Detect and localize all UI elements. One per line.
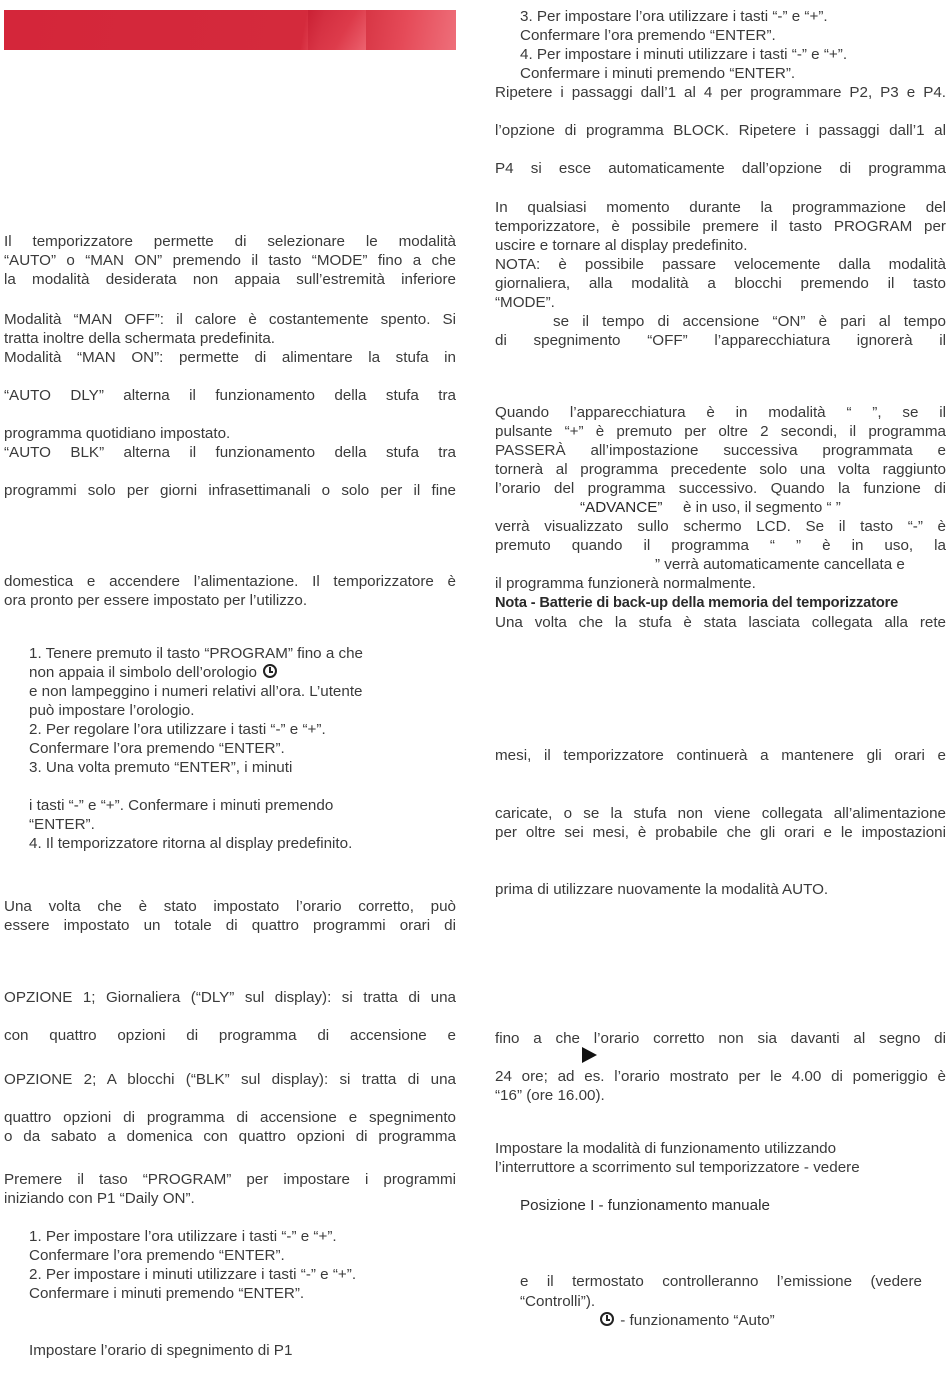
text-line: P4 si esce automaticamente dall’opzione di programma xyxy=(495,160,946,177)
text-line: programma quotidiano impostato. xyxy=(4,425,231,442)
text-line: fino a che l’orario corretto non sia davanti al segno di xyxy=(495,1030,946,1047)
text-line: prima di utilizzare nuovamente la modalità AUTO. xyxy=(495,881,829,898)
text-line: l’orario del programma successivo. Quando la funzione di xyxy=(495,480,946,497)
text-line: “Controlli”). xyxy=(520,1293,596,1310)
text-line: PASSERÀ all’impostazione successiva programmata e xyxy=(495,442,946,459)
text-line: mesi, il temporizzatore continuerà a mantenere gli orari e xyxy=(495,747,946,764)
clock-icon xyxy=(263,664,277,678)
list-item: può impostare l’orologio. xyxy=(29,702,195,719)
text-line: Modalità “MAN OFF”: il calore è costantemente spento. Si xyxy=(4,311,456,328)
text-line: e il termostato controlleranno l’emissione (vedere xyxy=(520,1273,922,1290)
text-line: temporizzatore, è possibile premere il tasto PROGRAM per xyxy=(495,218,946,235)
list-item: 1. Tenere premuto il tasto “PROGRAM” fino a che xyxy=(29,645,363,662)
text-line: Una volta che la stufa è stata lasciata collegata alla rete xyxy=(495,614,946,631)
text-line: tornerà al programma precedente solo una volta raggiunto xyxy=(495,461,946,478)
list-item: 3. Una volta premuto “ENTER”, i minuti xyxy=(29,759,293,776)
text-line: Quando l’apparecchiatura è in modalità “ ”, se il xyxy=(495,404,946,421)
text-line: è in uso, il segmento “ ” xyxy=(683,499,841,516)
text-line: “AUTO DLY” alterna il funzionamento della stufa tra xyxy=(4,387,456,404)
text-line: verrà visualizzato sullo schermo LCD. Se il tasto “-” è xyxy=(495,518,946,535)
text-line: Impostare l’orario di spegnimento di P1 xyxy=(29,1342,293,1359)
text-line: In qualsiasi momento durante la programmazione del xyxy=(495,199,946,216)
text-line: iniziando con P1 “Daily ON”. xyxy=(4,1190,195,1207)
text-line: giornaliera, alla modalità a blocchi premendo il tasto xyxy=(495,275,946,292)
text-line: l’interruttore a scorrimento sul temporizzatore - vedere xyxy=(495,1159,860,1176)
text-line: OPZIONE 1; Giornaliera (“DLY” sul display): si tratta di una xyxy=(4,989,456,1006)
text-line: uscire e tornare al display predefinito. xyxy=(495,237,748,254)
text-line: il programma funzionerà normalmente. xyxy=(495,575,756,592)
text-line: pulsante “+” è premuto per oltre 2 secondi, il programma xyxy=(495,423,946,440)
text-line: la modalità desiderata non appaia sull’estremità inferiore xyxy=(4,271,456,288)
header-banner xyxy=(4,10,456,50)
text-line: l’opzione di programma BLOCK. Ripetere i passaggi dall’1 al xyxy=(495,122,946,139)
list-item: 2. Per regolare l’ora utilizzare i tasti “-” e “+”. xyxy=(29,721,326,738)
list-item: i tasti “-” e “+”. Confermare i minuti premendo xyxy=(29,797,334,814)
list-item: Confermare l’ora premendo “ENTER”. xyxy=(520,27,776,44)
list-item: “ENTER”. xyxy=(29,816,95,833)
list-item: 4. Il temporizzatore ritorna al display predefinito. xyxy=(29,835,353,852)
text-line: NOTA: è possibile passare velocemente dalla modalità xyxy=(495,256,946,273)
auto-mode-label: - funzionamento “Auto” xyxy=(620,1312,775,1329)
text-line: premuto quando il programma “ ” è in uso, la xyxy=(495,537,946,554)
text-line: “16” (ore 16.00). xyxy=(495,1087,605,1104)
text-line: Ripetere i passaggi dall’1 al 4 per programmare P2, P3 e P4. xyxy=(495,84,946,101)
text-line: 24 ore; ad es. l’orario mostrato per le 4.00 di pomeriggio è xyxy=(495,1068,946,1085)
list-item: 1. Per impostare l’ora utilizzare i tasti “-” e “+”. xyxy=(29,1228,337,1245)
text-line: ” verrà automaticamente cancellata e xyxy=(655,556,905,573)
text-line: Impostare la modalità di funzionamento utilizzando xyxy=(495,1140,837,1157)
list-item: Confermare i minuti premendo “ENTER”. xyxy=(29,1285,305,1302)
list-item: e non lampeggino i numeri relativi all’ora. L’utente xyxy=(29,683,363,700)
text-line: “AUTO BLK” alterna il funzionamento della stufa tra xyxy=(4,444,456,461)
text-line: Una volta che è stato impostato l’orario corretto, può xyxy=(4,898,456,915)
text-line: di spegnimento “OFF” l’apparecchiatura ignorerà il xyxy=(495,332,946,349)
text-line: “AUTO” o “MAN ON” premendo il tasto “MODE” fino a che xyxy=(4,252,456,269)
text-line: Posizione I - funzionamento manuale xyxy=(520,1197,770,1214)
text-line: OPZIONE 2; A blocchi (“BLK” sul display): si tratta di una xyxy=(4,1071,456,1088)
text-line: tratta inoltre della schermata predefinita. xyxy=(4,330,275,347)
play-icon xyxy=(582,1047,597,1063)
text-line: Modalità “MAN ON”: permette di alimentare la stufa in xyxy=(4,349,456,366)
text-line: Premere il taso “PROGRAM” per impostare i programmi xyxy=(4,1171,456,1188)
text-line: Il temporizzatore permette di selezionare le modalità xyxy=(4,233,456,250)
text-line: ora pronto per essere impostato per l’utilizzo. xyxy=(4,592,308,609)
text-line: se il tempo di accensione “ON” è pari al tempo xyxy=(553,313,946,330)
list-item: 2. Per impostare i minuti utilizzare i tasti “-” e “+”. xyxy=(29,1266,357,1283)
list-item: 3. Per impostare l’ora utilizzare i tasti “-” e “+”. xyxy=(520,8,828,25)
text-line: “MODE”. xyxy=(495,294,555,311)
text-line: caricate, o se la stufa non viene collegata all’alimentazione xyxy=(495,805,946,822)
text-line: “ADVANCE” xyxy=(580,499,663,516)
banner-facet xyxy=(308,10,366,50)
text-line: con quattro opzioni di programma di accensione e xyxy=(4,1027,456,1044)
list-item: Confermare l’ora premendo “ENTER”. xyxy=(29,740,285,757)
clock-icon xyxy=(600,1312,614,1326)
list-item: Confermare l’ora premendo “ENTER”. xyxy=(29,1247,285,1264)
list-item xyxy=(29,663,279,682)
text-line: per oltre sei mesi, è probabile che gli orari e le impostazioni xyxy=(495,824,946,841)
text-line: quattro opzioni di programma di accensione e spegnimento xyxy=(4,1109,456,1126)
section-heading: Nota - Batterie di back-up della memoria del temporizzatore xyxy=(495,595,899,611)
text-line xyxy=(598,1311,775,1330)
text-line: o da sabato a domenica con quattro opzioni di programma xyxy=(4,1128,456,1145)
text-line: essere impostato un totale di quattro programmi orari di xyxy=(4,917,456,934)
list-item: 4. Per impostare i minuti utilizzare i tasti “-” e “+”. xyxy=(520,46,848,63)
list-item: Confermare i minuti premendo “ENTER”. xyxy=(520,65,796,82)
text-line: programmi solo per giorni infrasettimanali o solo per il fine xyxy=(4,482,456,499)
text-line: domestica e accendere l’alimentazione. Il temporizzatore è xyxy=(4,573,456,590)
text-line: non appaia il simbolo dell’orologio xyxy=(29,664,257,681)
